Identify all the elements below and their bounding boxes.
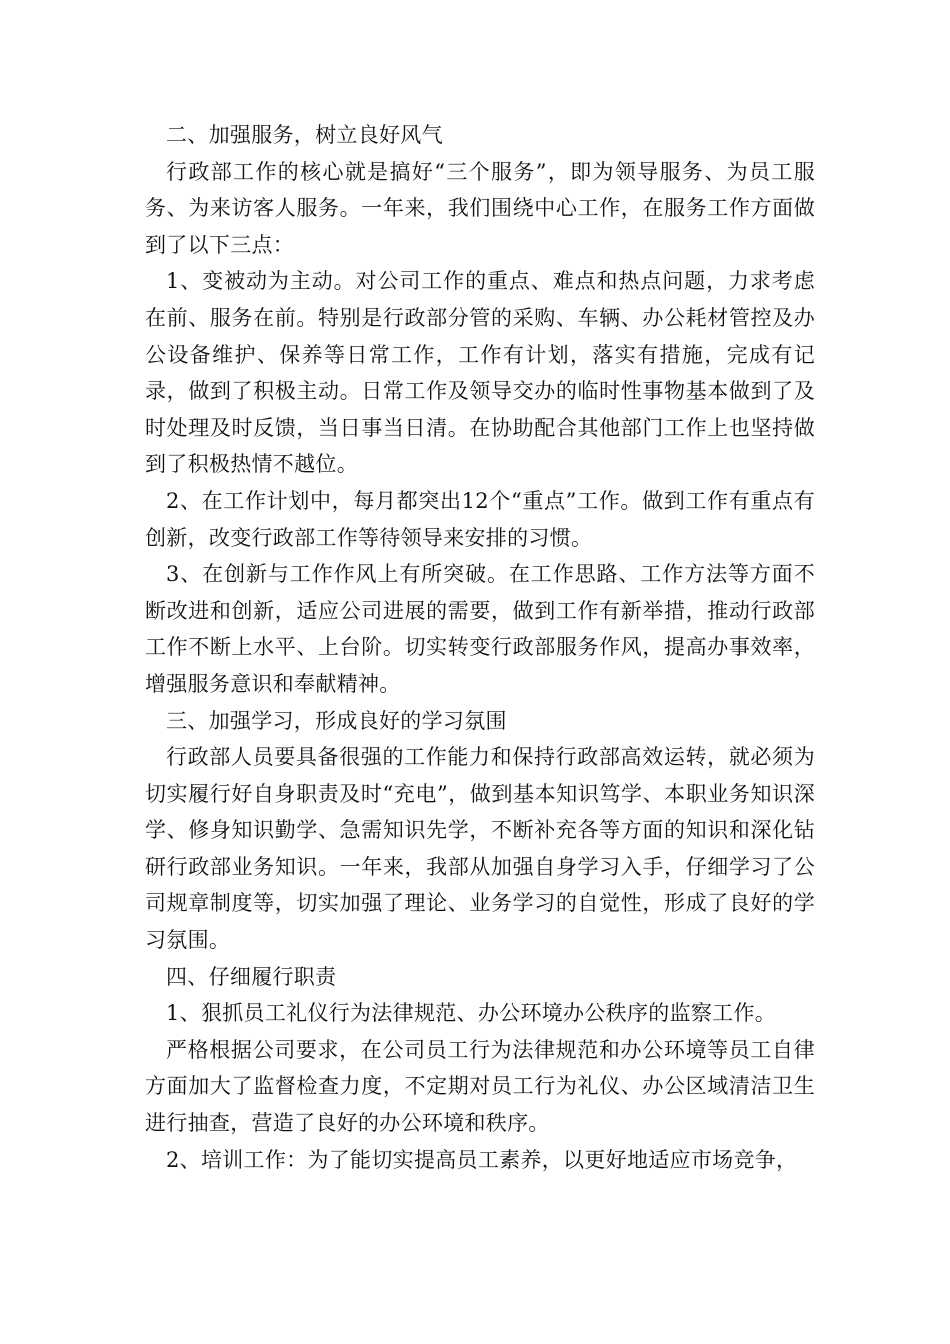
paragraph-service-intro: 行政部工作的核心就是搞好“三个服务”，即为领导服务、为员工服务、为来访客人服务。一年来，我们围绕中心工作，在服务工作方面做到了以下三点： — [145, 159, 815, 257]
paragraph-learning: 行政部人员要具备很强的工作能力和保持行政部高效运转，就必须为切实履行好自身职责及时“充电”，做到基本知识笃学、本职业务知识深学、修身知识勤学、急需知识先学，不断补充各等方面的知识和深化钻研行政部业务知识。一年来，我部从加强自身学习入手，仔细学习了公司规章制度等，切实加强了理论、业务学习的自觉性，形成了良好的学习氛围。 — [145, 745, 815, 953]
section-heading-2: 二、加强服务，树立良好风气 — [166, 123, 443, 147]
section-heading-4: 四、仔细履行职责 — [166, 964, 337, 989]
section-heading-3: 三、加强学习，形成良好的学习氛围 — [166, 708, 507, 733]
paragraph-inspection: 严格根据公司要求，在公司员工行为法律规范和办公环境等员工自律方面加大了监督检查力度，不定期对员工行为礼仪、办公区域清洁卫生进行抽查，营造了良好的办公环境和秩序。 — [145, 1037, 815, 1136]
list-item-etiquette-supervision: 1、狠抓员工礼仪行为法律规范、办公环境办公秩序的监察工作。 — [166, 1001, 777, 1026]
list-item-monthly-focus: 2、在工作计划中，每月都突出12个“重点”工作。做到工作有重点有创新，改变行政部工作等待领导来安排的习惯。 — [145, 488, 815, 550]
document-body — [145, 117, 815, 1178]
list-item-passive-to-active: 1、变被动为主动。对公司工作的重点、难点和热点问题，力求考虑在前、服务在前。特别是行政部分管的采购、车辆、办公耗材管控及办公设备维护、保养等日常工作，工作有计划，落实有措施，完成有记录，做到了积极主动。日常工作及领导交办的临时性事物基本做到了及时处理及时反馈，当日事当日清。在协助配合其他部门工作上也坚持做到了积极热情不越位。 — [145, 269, 815, 477]
list-item-training: 2、培训工作：为了能切实提高员工素养，以更好地适应市场竞争， — [166, 1147, 798, 1172]
list-item-innovation: 3、在创新与工作作风上有所突破。在工作思路、工作方法等方面不断改进和创新，适应公司进展的需要，做到工作有新举措，推动行政部工作不断上水平、上台阶。切实转变行政部服务作风，提高办事效率，增强服务意识和奉献精神。 — [145, 562, 815, 696]
